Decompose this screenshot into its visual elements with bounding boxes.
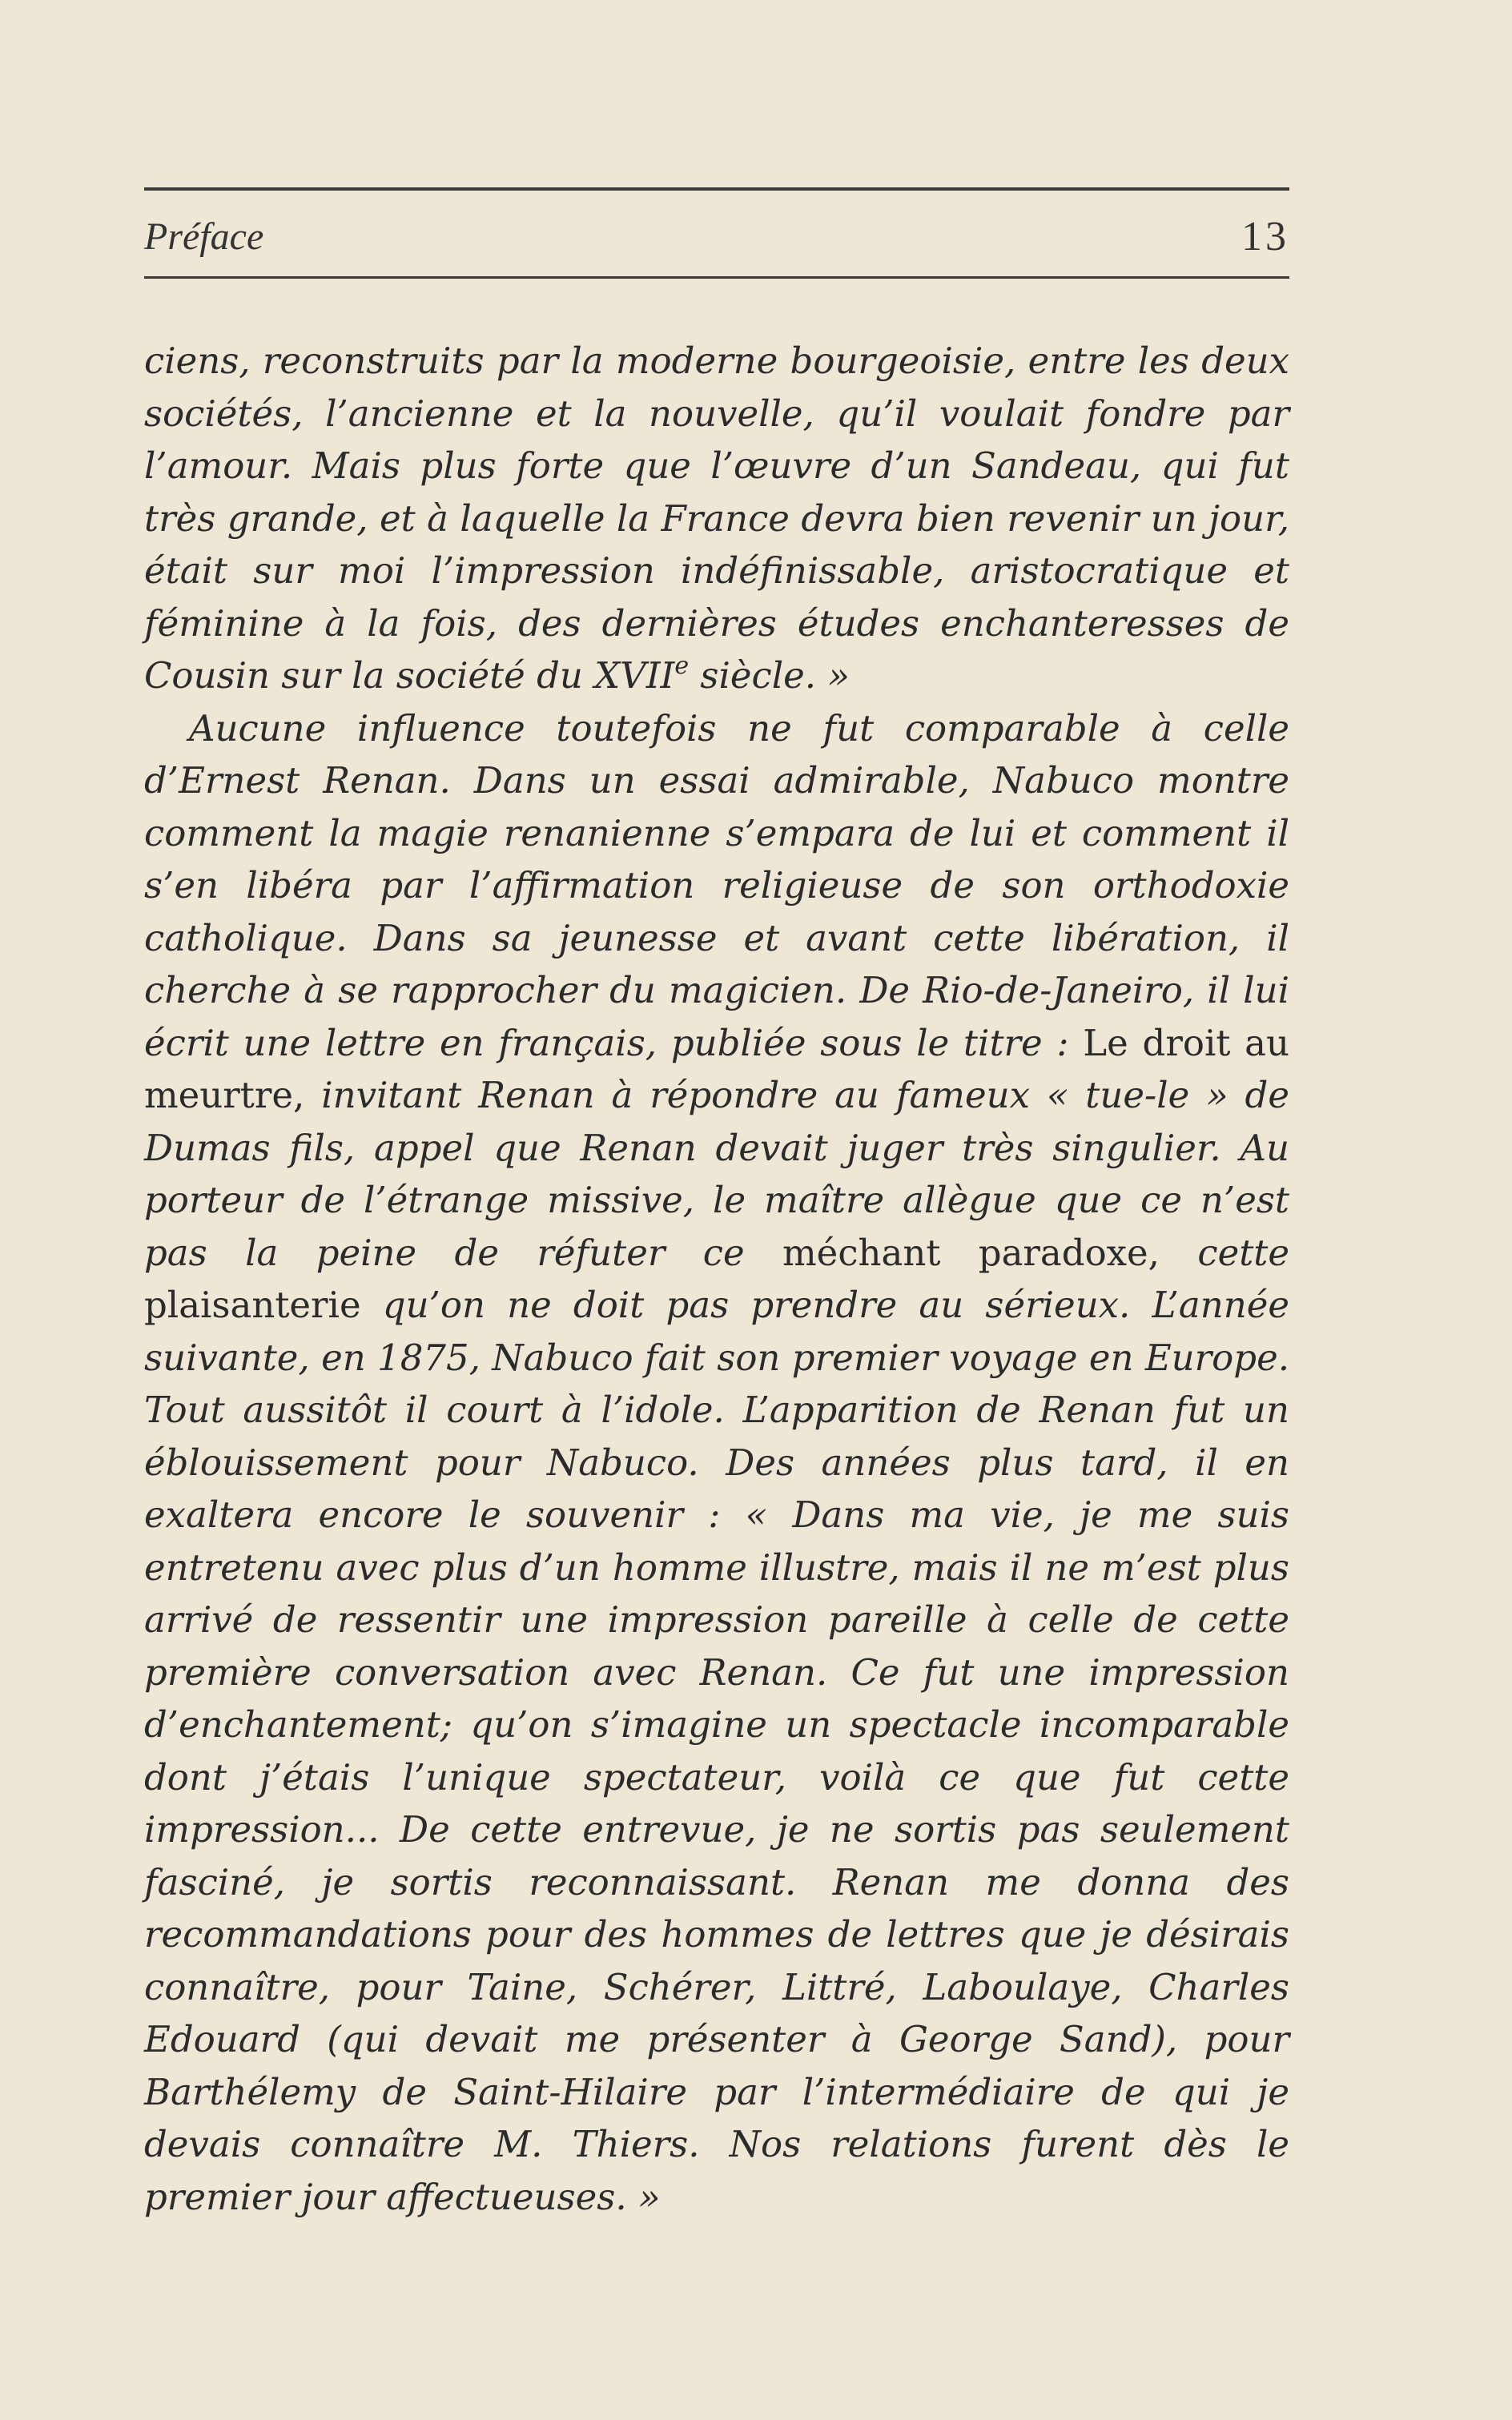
header-bottom-rule bbox=[144, 276, 1289, 279]
running-head bbox=[144, 210, 1289, 266]
paragraph-2-roman-2: plaisanterie bbox=[144, 1284, 361, 1326]
body-text bbox=[144, 335, 1289, 2223]
paragraph-2-part-1: Aucune influence toutefois ne fut comparable à celle d’Ernest Renan. Dans un essai admirable, Nabuco montre comment la magie renanienne s’empara de lui et comment il s’en libéra par l’affirmation religieuse de son orthodoxie catholique. Dans sa jeunesse et avant cette libération, il cherche à se rapprocher du magicien. De Rio-de-Janeiro, il lui écrit une lettre en français, publiée sous le titre : bbox=[144, 706, 1289, 1064]
book-page bbox=[144, 0, 1289, 2420]
paragraph-2-part-2: invitant Renan à répondre au fameux « tue-le » de Dumas fils, appel que Renan devait juger très singulier. Au porteur de l’étrange missive, le maître allègue que ce n’est pas la peine de réfuter ce bbox=[144, 1074, 1289, 1274]
paragraph-1 bbox=[144, 335, 1289, 702]
paragraph-1-superscript: e bbox=[674, 652, 690, 680]
running-head-title: Préface bbox=[144, 215, 264, 258]
page-number: 13 bbox=[1241, 214, 1289, 259]
paragraph-2-part-4: qu’on ne doit pas prendre au sérieux. L’année suivante, en 1875, Nabuco fait son premier voyage en Europe. Tout aussitôt il court à l’idole. L’apparition de Renan fut un éblouissement pour Nabuco. Des années plus tard, il en exaltera encore le souvenir : « Dans ma vie, je me suis entretenu avec plus d’un homme illustre, mais il ne m’est plus arrivé de ressentir une impression pareille à celle de cette première conversation avec Renan. Ce fut une impression d’enchantement; qu’on s’imagine un spectacle incomparable dont j’étais l’unique spectateur, voilà ce que fut cette impression... De cette entrevue, je ne sortis pas seulement fasciné, je sortis reconnaissant. Renan me donna des recommandations pour des hommes de lettres que je désirais connaître, pour Taine, Schérer, Littré, Laboulaye, Charles Edouard (qui devait me présenter à George Sand), pour Barthélemy de Saint-Hilaire par l’intermédiaire de qui je devais connaître M. Thiers. Nos relations furent dès le premier jour affectueuses. » bbox=[144, 1284, 1289, 2218]
paragraph-2-part-3: cette bbox=[1159, 1231, 1290, 1274]
paragraph-2-title-roman: Le droit au meurtre, bbox=[144, 1021, 1289, 1116]
paragraph-1-tail: siècle. » bbox=[689, 654, 850, 697]
paragraph-2 bbox=[144, 702, 1289, 2224]
paragraph-2-roman-1: méchant paradoxe, bbox=[782, 1231, 1160, 1274]
header-top-rule bbox=[144, 187, 1289, 191]
paragraph-1-text: ciens, reconstruits par la moderne bourgeoisie, entre les deux sociétés, l’ancienne et la nouvelle, qu’il voulait fondre par l’amour. Mais plus forte que l’œuvre d’un Sandeau, qui fut très grande, et à laquelle la France devra bien revenir un jour, était sur moi l’impression indéfinissable, aristocratique et féminine à la fois, des dernières études enchanteresses de Cousin sur la société du XVII bbox=[144, 340, 1289, 697]
